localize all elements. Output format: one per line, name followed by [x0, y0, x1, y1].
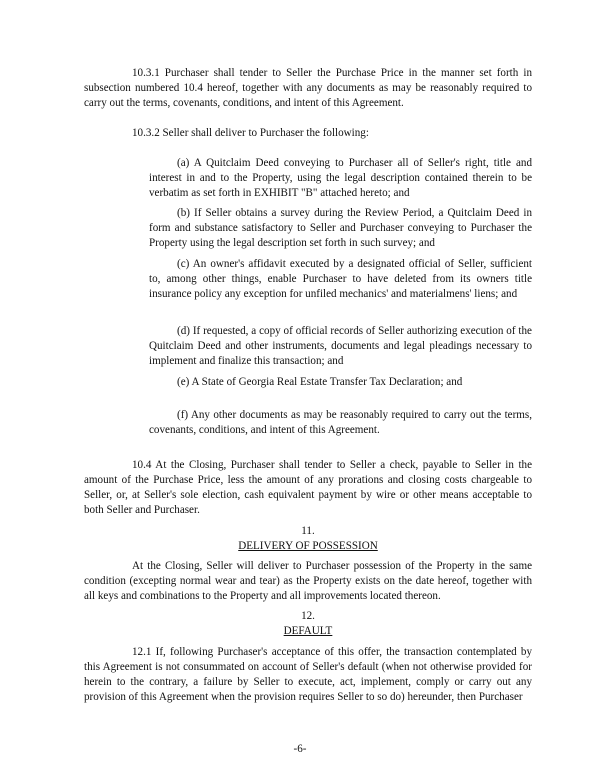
section-number: 12.: [301, 610, 315, 622]
page-number: -6-: [293, 743, 307, 755]
list-item-d: (d) If requested, a copy of official records of Seller authorizing execution of the Quitclaim Deed and other instruments, documents and legal pleadings necessary to implement and finalize this transaction; and: [149, 325, 532, 367]
list-item-f: (f) Any other documents as may be reasonably required to carry out the terms, covenants, conditions, and intent of this Agreement.: [149, 409, 532, 436]
section-title: DELIVERY OF POSSESSION: [238, 540, 378, 552]
paragraph-10-3-2: 10.3.2 Seller shall deliver to Purchaser the following:: [132, 127, 369, 139]
paragraph-10-3-1: 10.3.1 Purchaser shall tender to Seller the Purchase Price in the manner set forth in subsection numbered 10.4 hereof, together with any documents as may be reasonably required to carry out the terms, covenants, conditions, and intent of this Agreement.: [84, 67, 532, 109]
section-number: 11.: [301, 525, 315, 537]
paragraph-12-1: 12.1 If, following Purchaser's acceptance of this offer, the transaction contemplated by this Agreement is not consummated on account of Seller's default (when not otherwise provided for herein to the contrary, a failure by Seller to execute, act, implement, comply or carry out any provision of this Agreement when the provision requires Seller to so do) hereunder, then Purchaser: [84, 646, 532, 703]
list-item-b: (b) If Seller obtains a survey during the Review Period, a Quitclaim Deed in form and substance satisfactory to Seller and Purchaser conveying to Purchaser the Property using the legal description set forth in such survey; and: [149, 207, 532, 249]
paragraph-10-4: 10.4 At the Closing, Purchaser shall tender to Seller a check, payable to Seller in the amount of the Purchase Price, less the amount of any prorations and closing costs chargeable to Seller, or, at Seller's sole election, cash equivalent payment by wire or other means acceptable to both Seller and Purchaser.: [84, 459, 532, 516]
list-item-a: (a) A Quitclaim Deed conveying to Purchaser all of Seller's right, title and interest in and to the Property, using the legal description contained therein to be verbatim as set forth in EXHIBIT "B" attached hereto; and: [149, 157, 532, 199]
section-heading-12: [84, 609, 532, 639]
paragraph-11: At the Closing, Seller will deliver to Purchaser possession of the Property in the same condition (excepting normal wear and tear) as the Property exists on the date hereof, together with all keys and combinations to the Property and all improvements located thereon.: [84, 560, 532, 602]
list-item-e: (e) A State of Georgia Real Estate Transfer Tax Declaration; and: [177, 376, 463, 388]
section-title: DEFAULT: [283, 625, 333, 637]
section-heading-11: [84, 524, 532, 554]
list-item-c: (c) An owner's affidavit executed by a designated official of Seller, sufficient to, among other things, enable Purchaser to have deleted from its owners title insurance policy any exception for unfiled mechanics' and materialmens' liens; and: [149, 258, 532, 300]
